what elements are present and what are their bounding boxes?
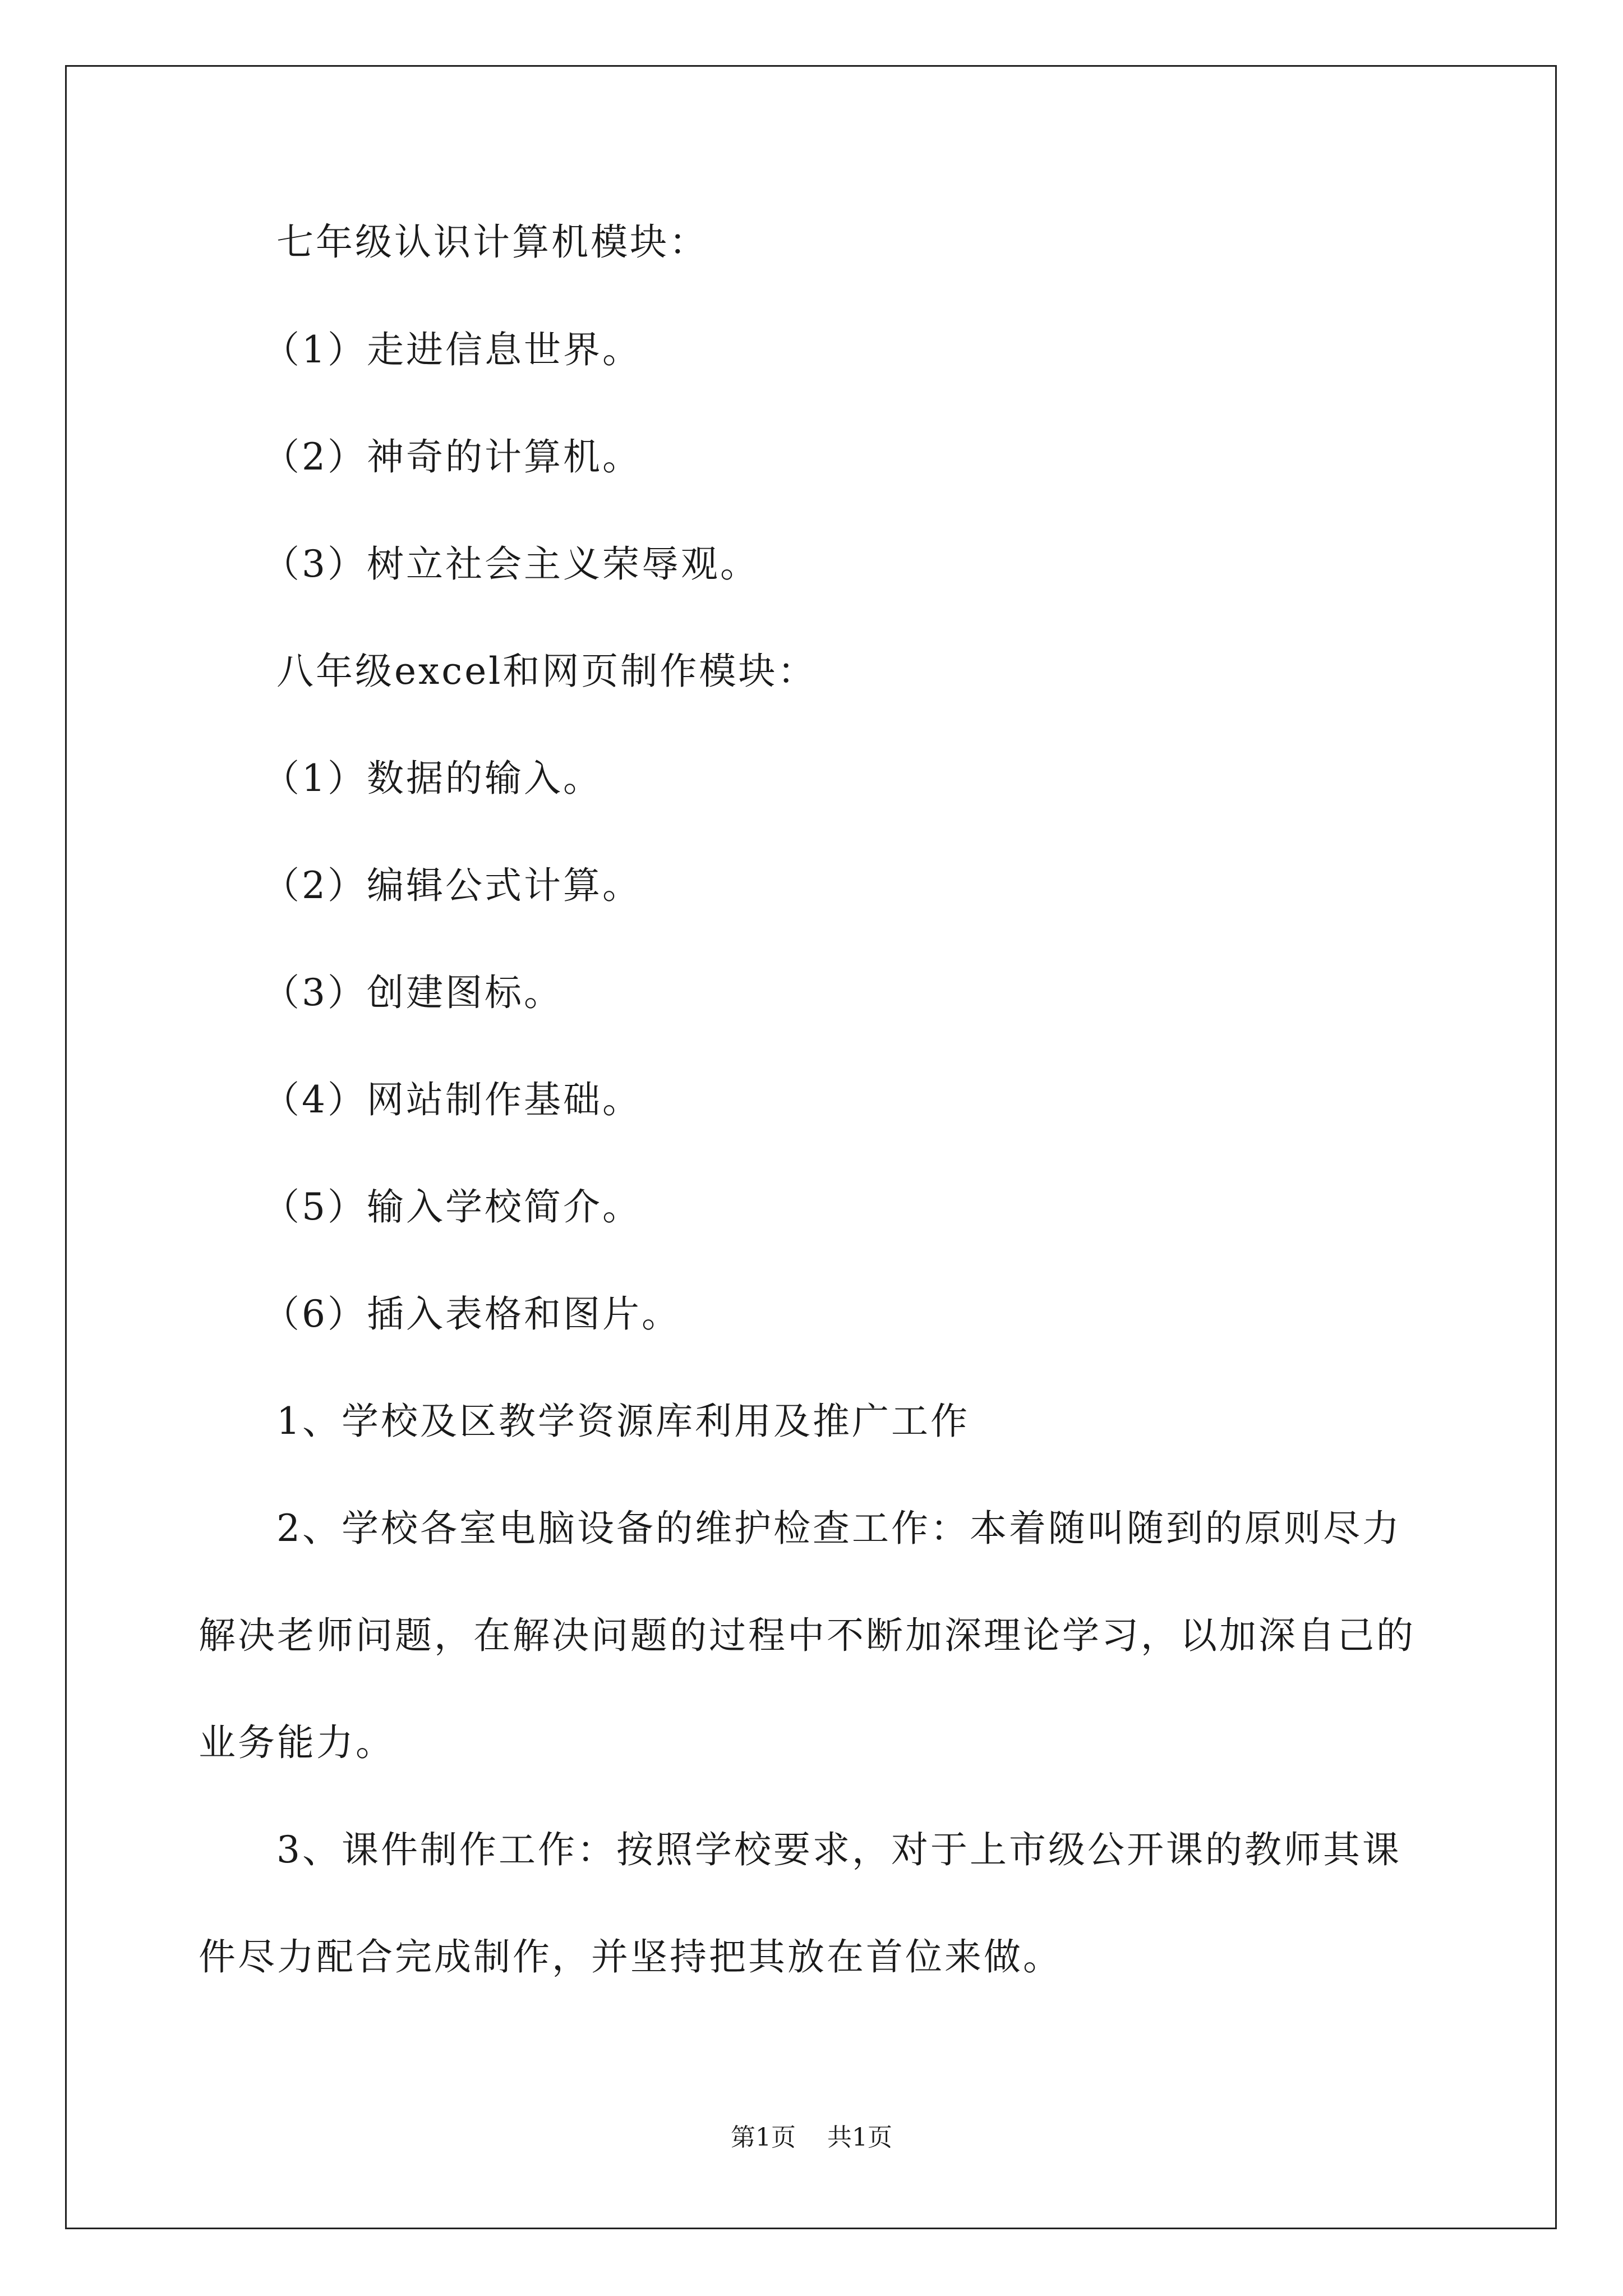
page-total: 共1页 bbox=[827, 2123, 892, 2152]
heading-grade8-module: 八年级excel和网页制作模块： bbox=[276, 650, 817, 693]
list-item: （5）输入学校简介。 bbox=[262, 1185, 642, 1228]
paragraph-item-3: 3、课件制作工作：按照学校要求，对于上市级公开课的教师其课 bbox=[276, 1828, 1401, 1871]
list-item: （6）插入表格和图片。 bbox=[262, 1292, 681, 1336]
paragraph-item-2-cont: 业务能力。 bbox=[199, 1721, 395, 1764]
paragraph-item-2-cont: 解决老师问题，在解决问题的过程中不断加深理论学习，以加深自己的 bbox=[199, 1614, 1415, 1657]
list-item: （4）网站制作基础。 bbox=[262, 1078, 642, 1121]
list-item: （2）编辑公式计算。 bbox=[262, 864, 642, 907]
paragraph-item-1: 1、学校及区教学资源库利用及推广工作 bbox=[276, 1400, 970, 1443]
heading-grade7-module: 七年级认识计算机模块： bbox=[276, 220, 708, 264]
paragraph-item-2: 2、学校各室电脑设备的维护检查工作：本着随叫随到的原则尽力 bbox=[276, 1507, 1401, 1550]
page-footer bbox=[0, 2122, 1623, 2154]
list-item: （3）树立社会主义荣辱观。 bbox=[262, 542, 759, 586]
page-number: 第1页 bbox=[731, 2123, 796, 2152]
paragraph-item-3-cont: 件尽力配合完成制作，并坚持把其放在首位来做。 bbox=[199, 1935, 1062, 1978]
list-item: （2）神奇的计算机。 bbox=[262, 435, 642, 478]
list-item: （3）创建图标。 bbox=[262, 971, 563, 1014]
list-item: （1）走进信息世界。 bbox=[262, 328, 642, 371]
list-item: （1）数据的输入。 bbox=[262, 757, 602, 800]
